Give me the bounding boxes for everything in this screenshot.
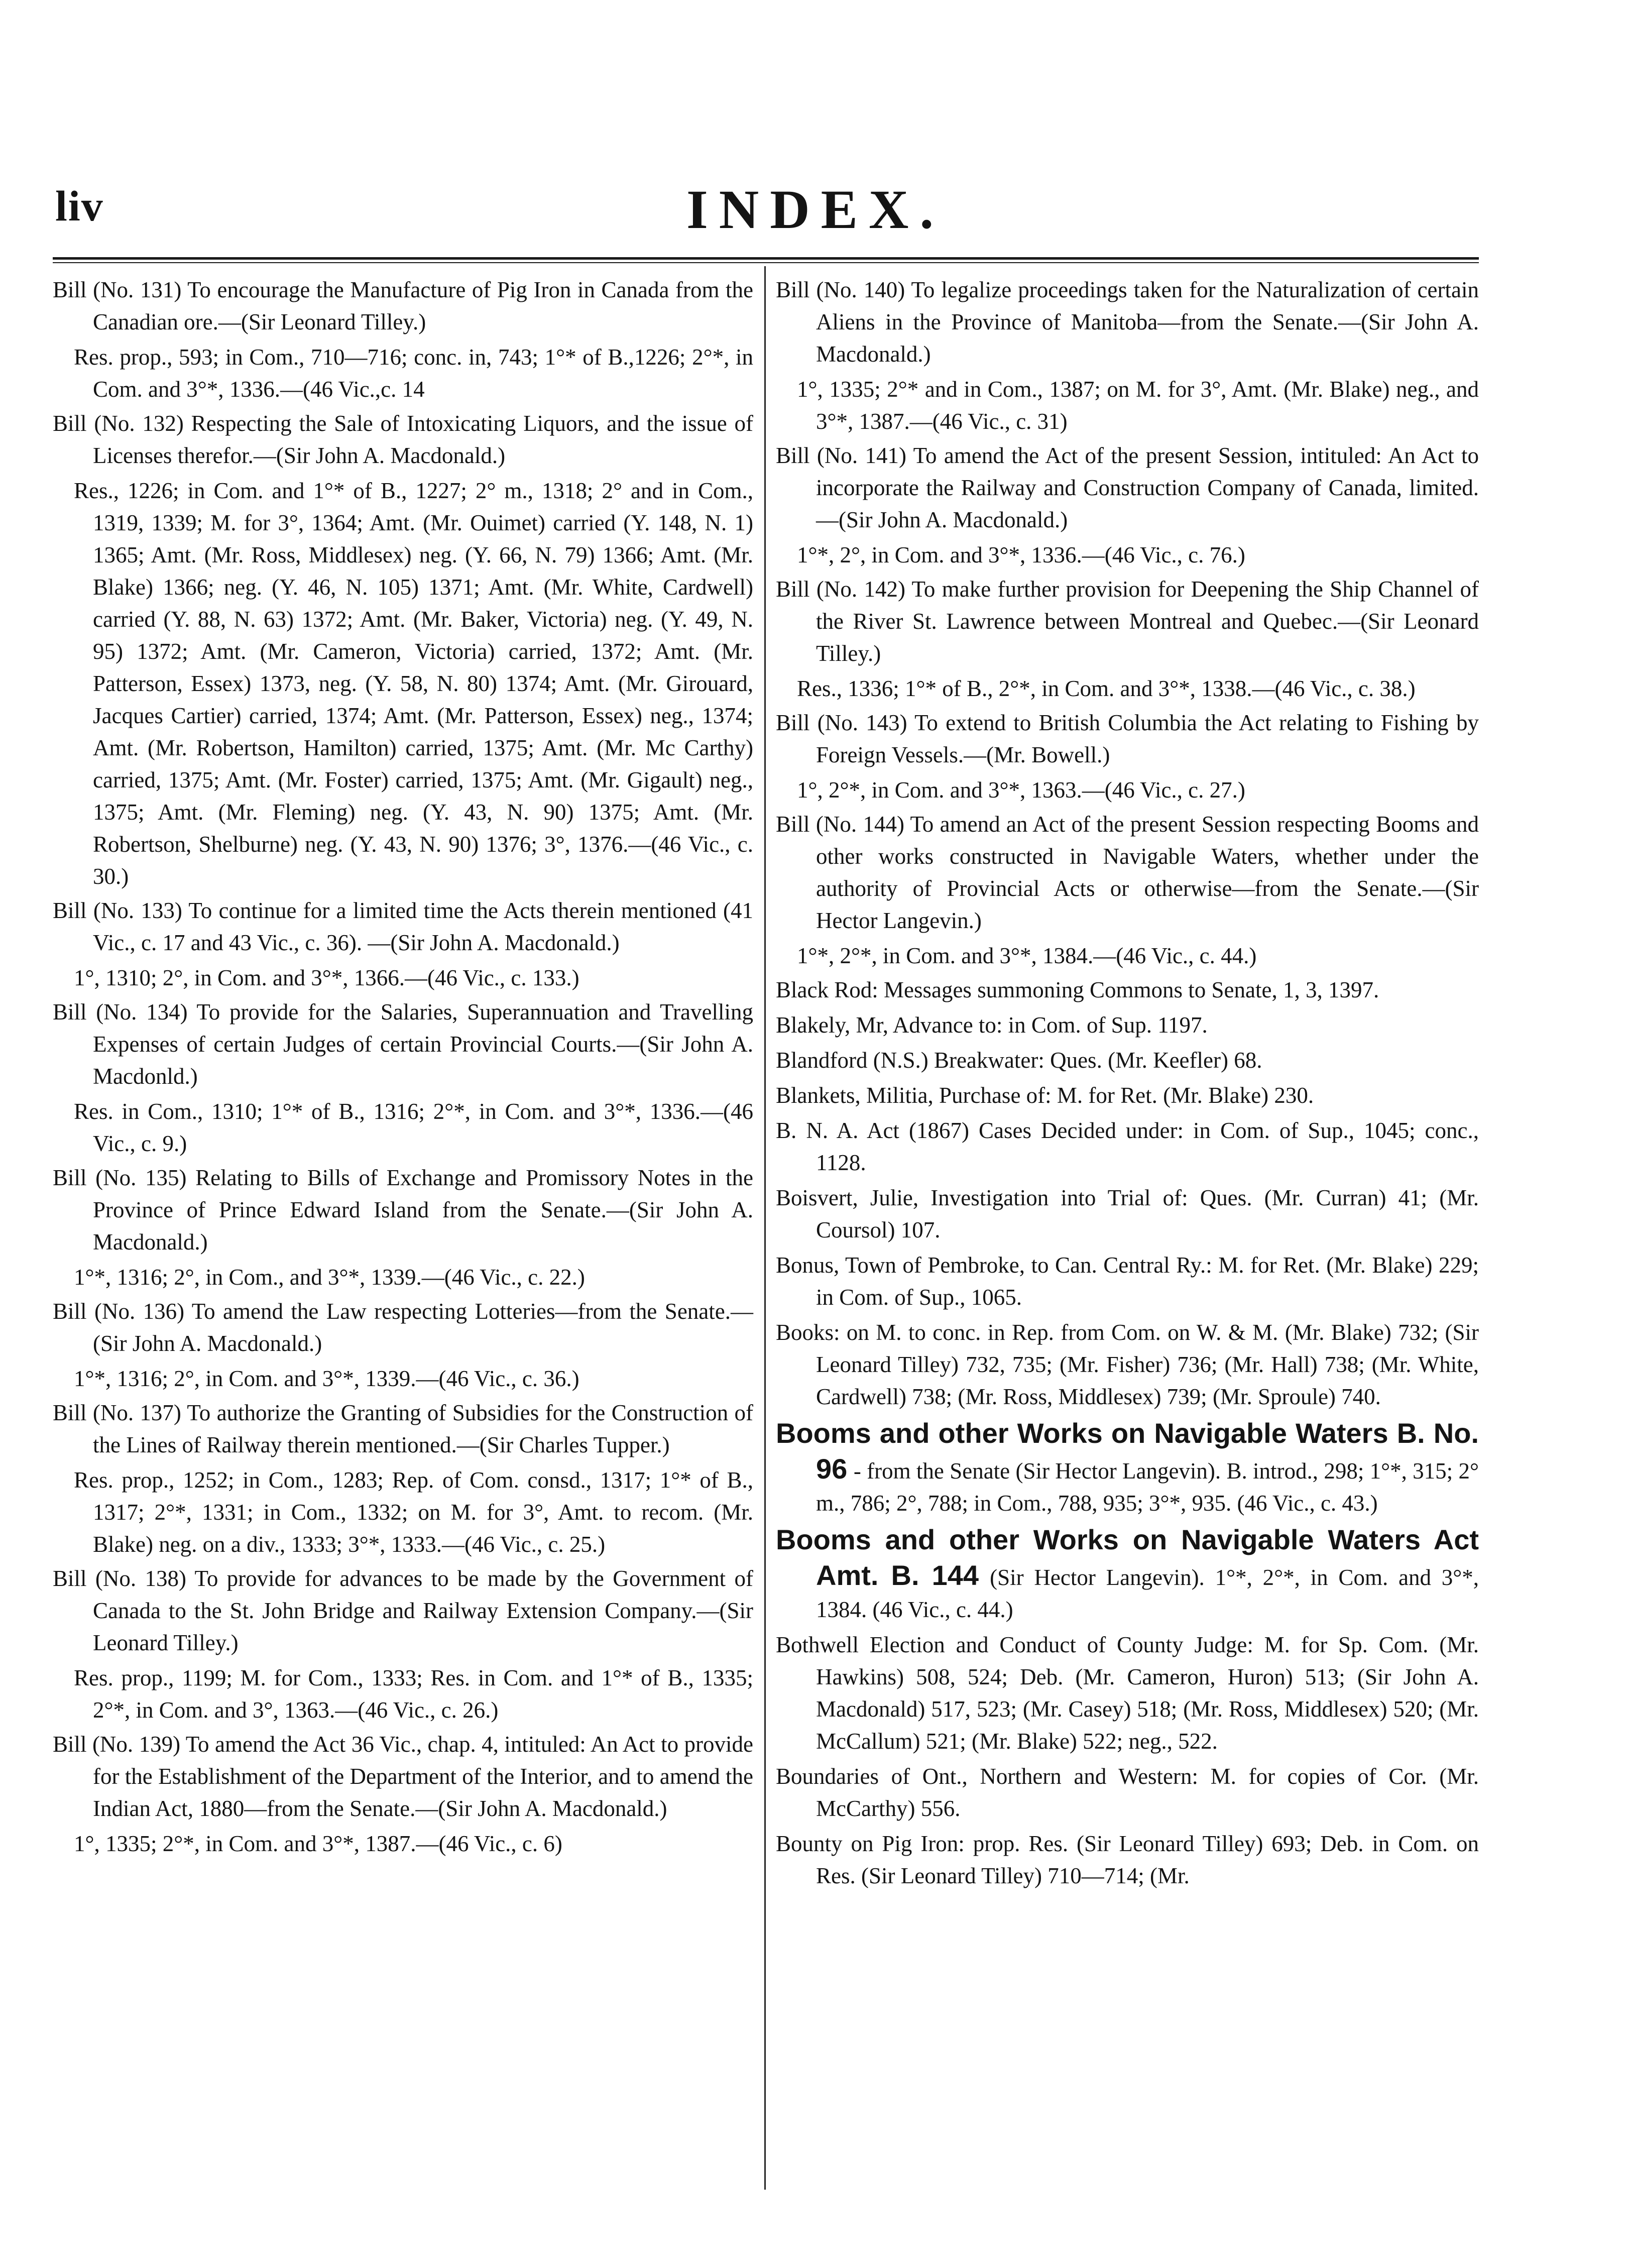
index-entry: Boundaries of Ont., Northern and Western: M. for copies of Cor. (Mr. McCarthy) 556. (776, 1764, 1479, 1821)
index-entry: Bill (No. 140) To legalize proceedings taken for the Naturalization of certain Aliens in the Province of Manitoba—from the Senate.—(Sir John A. Macdonald.) (776, 277, 1479, 367)
index-subentry: 1°, 1310; 2°, in Com. and 3°*, 1366.—(46 Vic., c. 133.) (74, 965, 579, 990)
index-entry-bold: Booms and other Works on Navigable Waters Act Amt. B. 144 (Sir Hector Langevin). 1°*, 2°*, in Com. and 3°*, 1384. (46 Vic., c. 44.) (776, 1524, 1479, 1622)
index-subentry: 1°*, 2°*, in Com. and 3°*, 1384.—(46 Vic., c. 44.) (797, 943, 1257, 968)
index-entry: Bill (No. 141) To amend the Act of the present Session, intituled: An Act to incorporate the Railway and Construction Company of Canada, limited.—(Sir John A. Macdonald.) (776, 443, 1479, 532)
index-subentry: Res., 1336; 1°* of B., 2°*, in Com. and 3°*, 1338.—(46 Vic., c. 38.) (797, 676, 1416, 701)
index-entry-bold: Booms and other Works on Navigable Waters B. No. 96 - from the Senate (Sir Hector Langevin). B. introd., 298; 1°*, 315; 2° m., 786; 2°, 788; in Com., 788, 935; 3°*, 935. (46 Vic., c. 43.) (776, 1417, 1479, 1516)
index-entry: Bill (No. 139) To amend the Act 36 Vic., chap. 4, intituled: An Act to provide for the Establishment of the Department of the Interior, and to amend the Indian Act, 1880—from the Senate.—(Sir John A. Macdonald.) (53, 1732, 753, 1821)
index-entry: Bill (No. 142) To make further provision for Deepening the Ship Channel of the River St. Lawrence between Montreal and Quebec.—(Sir Leonard Tilley.) (776, 577, 1479, 666)
index-subentry: 1°*, 1316; 2°, in Com., and 3°*, 1339.—(46 Vic., c. 22.) (74, 1265, 585, 1290)
index-entry: Boisvert, Julie, Investigation into Trial of: Ques. (Mr. Curran) 41; (Mr. Coursol) 107. (776, 1185, 1479, 1242)
index-subentry: 1°, 2°*, in Com. and 3°*, 1363.—(46 Vic., c. 27.) (797, 777, 1245, 803)
index-entry: Bill (No. 133) To continue for a limited time the Acts therein mentioned (41 Vic., c. 17 and 43 Vic., c. 36). —(Sir John A. Macdonald.) (53, 898, 753, 955)
index-entry: Bounty on Pig Iron: prop. Res. (Sir Leonard Tilley) 693; Deb. in Com. on Res. (Sir Leonard Tilley) 710—714; (Mr. (776, 1831, 1479, 1888)
index-subentry: Res., 1226; in Com. and 1°* of B., 1227; 2° m., 1318; 2° and in Com., 1319, 1339; M. for 3°, 1364; Amt. (Mr. Ouimet) carried (Y. 148, N. 1) 1365; Amt. (Mr. Ross, Middlesex) neg. (Y. 66, N. 79) 1366; Amt. (Mr. Blake) 1366; neg. (Y. 46, N. 105) 1371; Amt. (Mr. White, Cardwell) carried (Y. 88, N. 63) 1372; Amt. (Mr. Baker, Victoria) neg. (Y. 49, N. 95) 1372; Amt. (Mr. Cameron, Victoria) carried, 1372; Amt. (Mr. Patterson, Essex) 1373, neg. (Y. 58, N. 80) 1374; Amt. (Mr. Girouard, Jacques Cartier) carried, 1374; Amt. (Mr. Patterson, Essex) neg., 1374; Amt. (Mr. Robertson, Hamilton) carried, 1375; Amt. (Mr. Mc Carthy) carried, 1375; Amt. (Mr. Foster) carried, 1375; Amt. (Mr. Gigault) neg., 1375; Amt. (Mr. Fleming) neg. (Y. 43, N. 90) 1375; Amt. (Mr. Robertson, Shelburne) neg. (Y. 43, N. 90) 1376; 3°, 1376.—(46 Vic., c. 30.) (74, 478, 753, 889)
bold-heading: Booms and other Works on Navigable Waters Act Amt. B. 144 (776, 1524, 1479, 1591)
index-entry: Bill (No. 134) To provide for the Salaries, Superannuation and Travelling Expenses of certain Judges of certain Provincial Courts.—(Sir John A. Macdonld.) (53, 999, 753, 1089)
index-subentry: Res. in Com., 1310; 1°* of B., 1316; 2°*, in Com. and 3°*, 1336.—(46 Vic., c. 9.) (74, 1099, 753, 1156)
index-entry: Bothwell Election and Conduct of County Judge: M. for Sp. Com. (Mr. Hawkins) 508, 524; Deb. (Mr. Cameron, Huron) 513; (Sir John A. Macdonald) 517, 523; (Mr. Casey) 518; (Mr. Ross, Middlesex) 520; (Mr. McCallum) 521; (Mr. Blake) 522; neg., 522. (776, 1632, 1479, 1754)
index-subentry: 1°, 1335; 2°* and in Com., 1387; on M. for 3°, Amt. (Mr. Blake) neg., and 3°*, 1387.—(46 Vic., c. 31) (797, 377, 1479, 434)
left-column (53, 274, 753, 1862)
index-entry: Bill (No. 144) To amend an Act of the present Session respecting Booms and other works constructed in Navigable Waters, whether under the authority of Provincial Acts or otherwise—from the Senate.—(Sir Hector Langevin.) (776, 812, 1479, 933)
index-entry: Bill (No. 131) To encourage the Manufacture of Pig Iron in Canada from the Canadian ore.—(Sir Leonard Tilley.) (53, 277, 753, 334)
index-entry: Bill (No. 132) Respecting the Sale of Intoxicating Liquors, and the issue of Licenses therefor.—(Sir John A. Macdonald.) (53, 411, 753, 468)
page-title: INDEX. (686, 179, 945, 240)
index-subentry: 1°*, 1316; 2°, in Com. and 3°*, 1339.—(46 Vic., c. 36.) (74, 1366, 579, 1391)
page-header (0, 181, 1631, 261)
index-subentry: 1°, 1335; 2°*, in Com. and 3°*, 1387.—(46 Vic., c. 6) (74, 1831, 562, 1856)
right-column (776, 274, 1479, 1895)
index-entry: Bill (No. 138) To provide for advances to be made by the Government of Canada to the St. John Bridge and Railway Extension Company.—(Sir Leonard Tilley.) (53, 1566, 753, 1655)
index-subentry: Res. prop., 1199; M. for Com., 1333; Res. in Com. and 1°* of B., 1335; 2°*, in Com. and 3°, 1363.—(46 Vic., c. 26.) (74, 1665, 753, 1723)
index-entry: Bill (No. 143) To extend to British Columbia the Act relating to Fishing by Foreign Vessels.—(Mr. Bowell.) (776, 710, 1479, 767)
header-rule (53, 257, 1479, 260)
index-entry: Black Rod: Messages summoning Commons to Senate, 1, 3, 1397. (776, 977, 1379, 1002)
bold-heading: Booms and other Works on Navigable Waters B. No. 96 (776, 1417, 1479, 1485)
index-entry: B. N. A. Act (1867) Cases Decided under: in Com. of Sup., 1045; conc., 1128. (776, 1118, 1479, 1175)
index-subentry: Res. prop., 593; in Com., 710—716; conc. in, 743; 1°* of B.,1226; 2°*, in Com. and 3°*, 1336.—(46 Vic.,c. 14 (74, 345, 753, 402)
index-entry: Blakely, Mr, Advance to: in Com. of Sup. 1197. (776, 1012, 1208, 1038)
index-entry: Bill (No. 135) Relating to Bills of Exchange and Promissory Notes in the Province of Prince Edward Island from the Senate.—(Sir John A. Macdonald.) (53, 1165, 753, 1255)
index-subentry: 1°*, 2°, in Com. and 3°*, 1336.—(46 Vic., c. 76.) (797, 542, 1245, 568)
index-entry: Books: on M. to conc. in Rep. from Com. on W. & M. (Mr. Blake) 732; (Sir Leonard Tilley) 732, 735; (Mr. Fisher) 736; (Mr. Hall) 738; (Mr. White, Cardwell) 738; (Mr. Ross, Middlesex) 739; (Mr. Sproule) 740. (776, 1320, 1479, 1409)
index-entry: Bill (No. 136) To amend the Law respecting Lotteries—from the Senate.—(Sir John A. Macdonald.) (53, 1299, 753, 1356)
index-subentry: Res. prop., 1252; in Com., 1283; Rep. of Com. consd., 1317; 1°* of B., 1317; 2°*, 1331; in Com., 1332; on M. for 3°, Amt. to recom. (Mr. Blake) neg. on a div., 1333; 3°*, 1333.—(46 Vic., c. 25.) (74, 1467, 753, 1557)
page-number: liv (55, 182, 104, 230)
index-entry: Bill (No. 137) To authorize the Granting of Subsidies for the Construction of the Lines of Railway therein mentioned.—(Sir Charles Tupper.) (53, 1400, 753, 1457)
index-entry: Blankets, Militia, Purchase of: M. for Ret. (Mr. Blake) 230. (776, 1083, 1314, 1108)
column-divider (764, 266, 766, 2190)
index-entry: Blandford (N.S.) Breakwater: Ques. (Mr. Keefler) 68. (776, 1048, 1262, 1073)
index-entry: Bonus, Town of Pembroke, to Can. Central Ry.: M. for Ret. (Mr. Blake) 229; in Com. of Sup., 1065. (776, 1253, 1479, 1310)
header-rule-thin (53, 262, 1479, 263)
